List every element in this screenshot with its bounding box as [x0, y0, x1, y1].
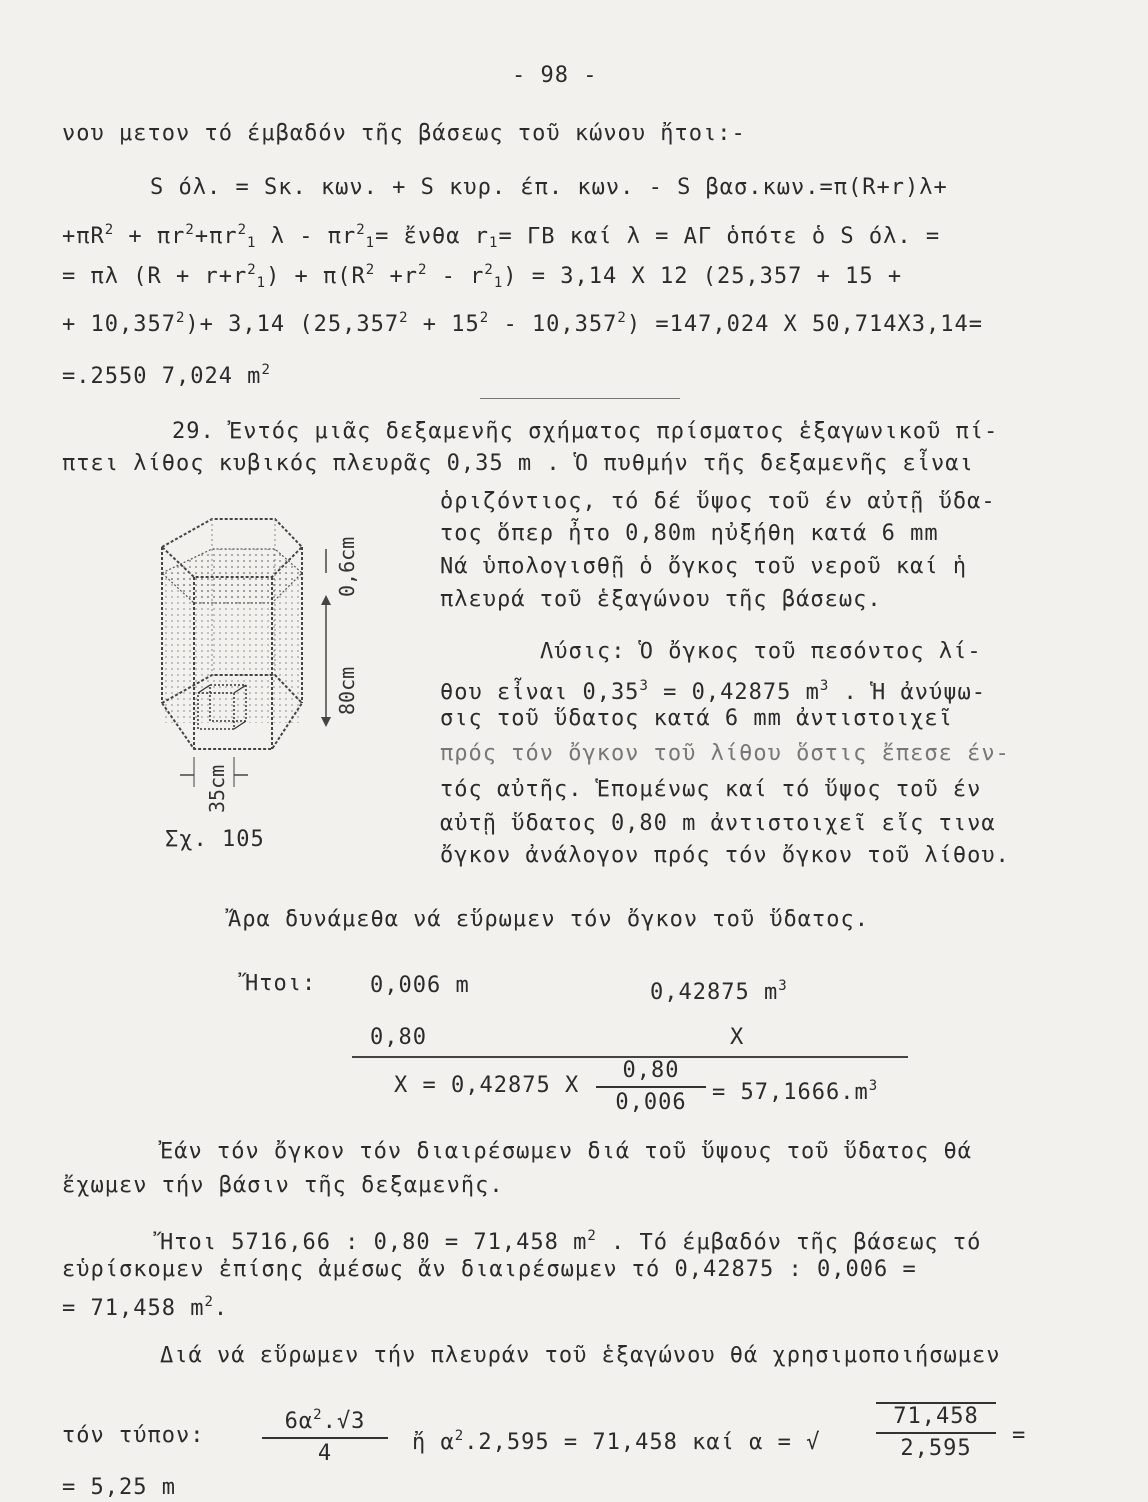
separator-line: [480, 398, 680, 399]
figure-label-top: 0,6cm: [335, 536, 359, 597]
problem-29-line-3: ὁριζόντιος, τό δέ ὕψος τοῦ έν αὐτῇ ὕδα-: [440, 489, 996, 514]
solution-line-3: σις τοῦ ὕδατος κατά 6 mm ἀντιστοιχεῖ: [440, 706, 953, 731]
solution-line-4: πρός τόν ὄγκον τοῦ λίθου ὅστις ἔπεσε έν-: [440, 741, 1010, 766]
sqrt-fraction: [876, 1402, 996, 1462]
solution-line-5: τός αὐτῆς. Ἑπομένως καί τό ὕψος τοῦ έν: [440, 777, 982, 802]
itoi2-line-3: = 71,458 $m^2$.: [62, 1294, 229, 1321]
x-fraction: [596, 1058, 706, 1116]
problem-29-line-4: τος ὅπερ ἦτο 0,80m ηὐξήθη κατά 6 mm: [440, 521, 939, 546]
x-equation-left: X = 0,42875 X: [394, 1073, 580, 1098]
text-line-3: $+\pi R^2 + \pi r^2+\pi r^2_1$ $\lambda - \pi r^2_1=$ ἔνθα $r_1= \Gamma B$ καί λ = ΑΓ ὁπότε ὁ S όλ. =: [62, 222, 941, 251]
proportion-d: X: [730, 1025, 745, 1050]
formula-end: =: [1012, 1423, 1027, 1448]
dia-line: Διά νά εὕρωμεν τήν πλευράν τοῦ ἑξαγώνου θά χρησιμοποιήσωμεν: [160, 1343, 1001, 1368]
page-number: - 98 -: [512, 63, 598, 88]
proportion-c: 0,80: [370, 1025, 427, 1050]
x-equation-right: = $57,1666.m^3$: [712, 1078, 879, 1105]
problem-29-line-1: 29. Ἐντός μιᾶς δεξαμενῆς σχήματος πρίσματος ἑξαγωνικοῦ πί-: [172, 419, 999, 444]
area-formula-den: 4: [317, 1441, 333, 1466]
itoi2-line-1: Ἤτοι 5716,66 : 0,80 = 71,458 $m^2$ . Τό έμβαδόν τῆς βάσεως τό: [160, 1228, 982, 1255]
x-fraction-num: 0,80: [622, 1058, 680, 1083]
figure-label-bot: 35cm: [205, 764, 229, 813]
figure-label-mid: 80cm: [335, 666, 359, 715]
sqrt-num: 71,458: [893, 1404, 979, 1429]
problem-29-line-6: πλευρά τοῦ ἑξαγώνου τῆς βάσεως.: [440, 587, 882, 612]
proportion-b: 0,42875 $m^3$: [650, 978, 788, 1005]
solution-line-2: θου εἶναι $0,35^3 = 0,42875$ $m^3$ . Ἡ ἀνύψω-: [440, 678, 986, 705]
ean-line-2: ἔχωμεν τήν βάσιν τῆς δεξαμενῆς.: [62, 1173, 504, 1198]
figure-caption: Σχ. 105: [165, 827, 265, 852]
area-formula-fraction: [262, 1402, 388, 1467]
area-formula-num: $6\alpha^2.√3$: [284, 1407, 366, 1434]
proportion-a: 0,006 m: [370, 973, 470, 998]
ean-line-1: Ἐάν τόν ὄγκον τόν διαιρέσωμεν διά τοῦ ὕψους τοῦ ὕδατος θά: [160, 1139, 972, 1164]
itoi-label: Ἤτοι:: [245, 971, 317, 996]
problem-29-line-2: πτει λίθος κυβικός πλευρᾶς 0,35 m . Ὁ πυθμήν τῆς δεξαμενῆς εἶναι: [62, 451, 974, 476]
problem-29-line-5: Νά ὑπολογισθῇ ὁ ὄγκος τοῦ νεροῦ καί ἡ: [440, 554, 968, 579]
text-line-2: S όλ. = Sκ. κων. + S κυρ. έπ. κων. - S βασ.κων.=π(R+r)λ+: [150, 175, 948, 200]
itoi2-line-2: εὑρίσκομεν ἐπίσης ἀμέσως ἄν διαιρέσωμεν τό 0,42875 : 0,006 =: [62, 1257, 917, 1282]
formula-middle: ἤ $\alpha^2.2,595 = 71,458$ καί α = √: [412, 1428, 821, 1455]
typon-label: τόν τύπον:: [62, 1423, 205, 1448]
text-line-6: =.2550 7,024 $m^2$: [62, 362, 271, 389]
solution-line-1: Λύσις: Ὁ ὄγκος τοῦ πεσόντος λί-: [540, 639, 982, 664]
text-line-5: + $10,357^2)+ 3,14$ $(25,357^2 + 15^2 - 10,357^2) =147,024$ X 50,714X3,14=: [62, 310, 983, 337]
final-result: = 5,25 m: [62, 1475, 176, 1500]
text-line-4: = πλ $(R + r+r^2_1) + \pi(R^2 +r^2 - r^2_1) = 3,14$ X 12 (25,357 + 15 +: [62, 262, 903, 291]
sqrt-den: 2,595: [900, 1436, 972, 1461]
solution-line-7: ὄγκον ἀνάλογον πρός τόν ὄγκον τοῦ λίθου.: [440, 843, 1010, 868]
x-fraction-den: 0,006: [615, 1090, 687, 1115]
ara-line: Ἄρα δυνάμεθα νά εὕρωμεν τόν ὄγκον τοῦ ὕδατος.: [228, 907, 870, 932]
solution-line-6: αὐτῇ ὕδατος 0,80 m ἀντιστοιχεῖ εἴς τινα: [440, 811, 996, 836]
hexagonal-prism-figure: [140, 505, 410, 825]
text-line-1: νου μετον τό έμβαδόν τῆς βάσεως τοῦ κώνου ἤτοι:-: [62, 121, 746, 146]
